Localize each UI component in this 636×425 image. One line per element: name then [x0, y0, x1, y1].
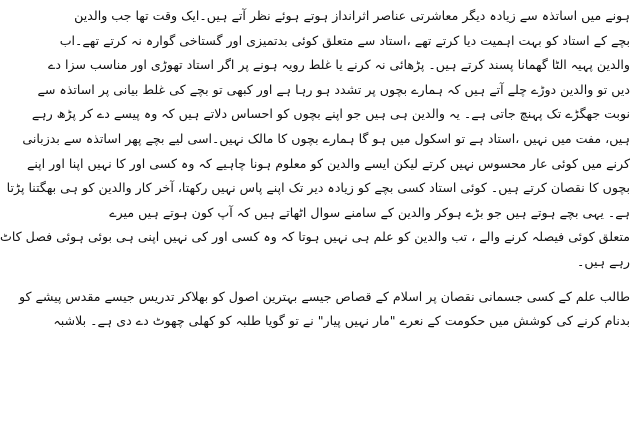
text-line: متعلق کوئی فیصلہ کرنے والے ، تب والدین کو علم ہی نہیں ہوتا کہ وہ کسی اور کی نہیں اپنی ہی بوئی ہوئی فصل کاٹ — [0, 229, 630, 245]
text-line: بچے کے استاد کو بہت اہمیت دیا کرتے تھے ،استاد سے متعلق کوئی بدتمیزی اور گستاخی گوارہ نہ کرتے تھے۔اب — [59, 32, 630, 48]
text-line: ہونے میں اساتذہ سے زیادہ دیگر معاشرتی عناصر اثرانداز ہوتے ہوئے نظر آتے ہیں۔ایک وقت تھا جب والدین — [74, 8, 630, 23]
text-line: والدین پہیہ الٹا گھمانا پسند کرتے ہیں۔ پڑھائی نہ کرنے یا غلط رویہ ہونے پر اگر استاد تھوڑی اور مناسب سزا دے — [47, 57, 630, 73]
text-line: طالب علم کے کسی جسمانی نقصان پر اسلام کے قصاص جیسے بہترین اصول کو بھلاکر تدریس جیسے مقدس پیشے کو — [18, 288, 630, 304]
text-line: دیں تو والدین دوڑے چلے آتے ہیں کہ ہمارے بچوں پر تشدد ہو رہا ہے اور کبھی تو بچے کی غلط بیانی پر اساتذہ سے — [37, 81, 630, 97]
text-line: کرنے میں کوئی عار محسوس نہیں کرتے لیکن ایسے والدین کو معلوم ہونا چاہیے کہ وہ کسی اور کا نہیں اپنا اور اپنے — [27, 155, 630, 171]
paragraph-1 — [0, 4, 630, 275]
text-line: بدنام کرنے کی کوشش میں حکومت کے نعرے "مار نہیں پیار" نے تو گویا طلبہ کو کھلی چھوٹ دے دی ہے۔ بلاشبہ — [53, 313, 630, 329]
text-line: بچوں کا نقصان کرتے ہیں۔ کوئی استاد کسی بچے کو زیادہ دیر تک اپنے پاس نہیں رکھتا، آخر کار والدین کو ہی بھگتنا پڑتا — [6, 180, 630, 196]
text-line: ہیں، مفت میں نہیں ،استاد ہے تو اسکول میں ہو گا ہمارے بچوں کا مالک نہیں۔اسی لیے بچے پھر اساتذہ سے بدزبانی — [22, 130, 630, 146]
text-line: رہے ہیں۔ — [577, 253, 630, 269]
text-line: ہے۔ یہی بچے ہوتے ہیں جو بڑے ہوکر والدین کے سامنے سوال اٹھاتے ہیں کہ آپ کون ہوتے ہیں میرے — [109, 204, 630, 220]
paragraph-2 — [18, 285, 630, 334]
text-line: نوبت جھگڑے تک پہنچ جاتی ہے۔ یہ والدین ہی ہیں جو اپنے بچوں کو احساس دلاتے ہیں کہ وہ پیسے دے کر پڑھ رہے — [31, 106, 630, 122]
